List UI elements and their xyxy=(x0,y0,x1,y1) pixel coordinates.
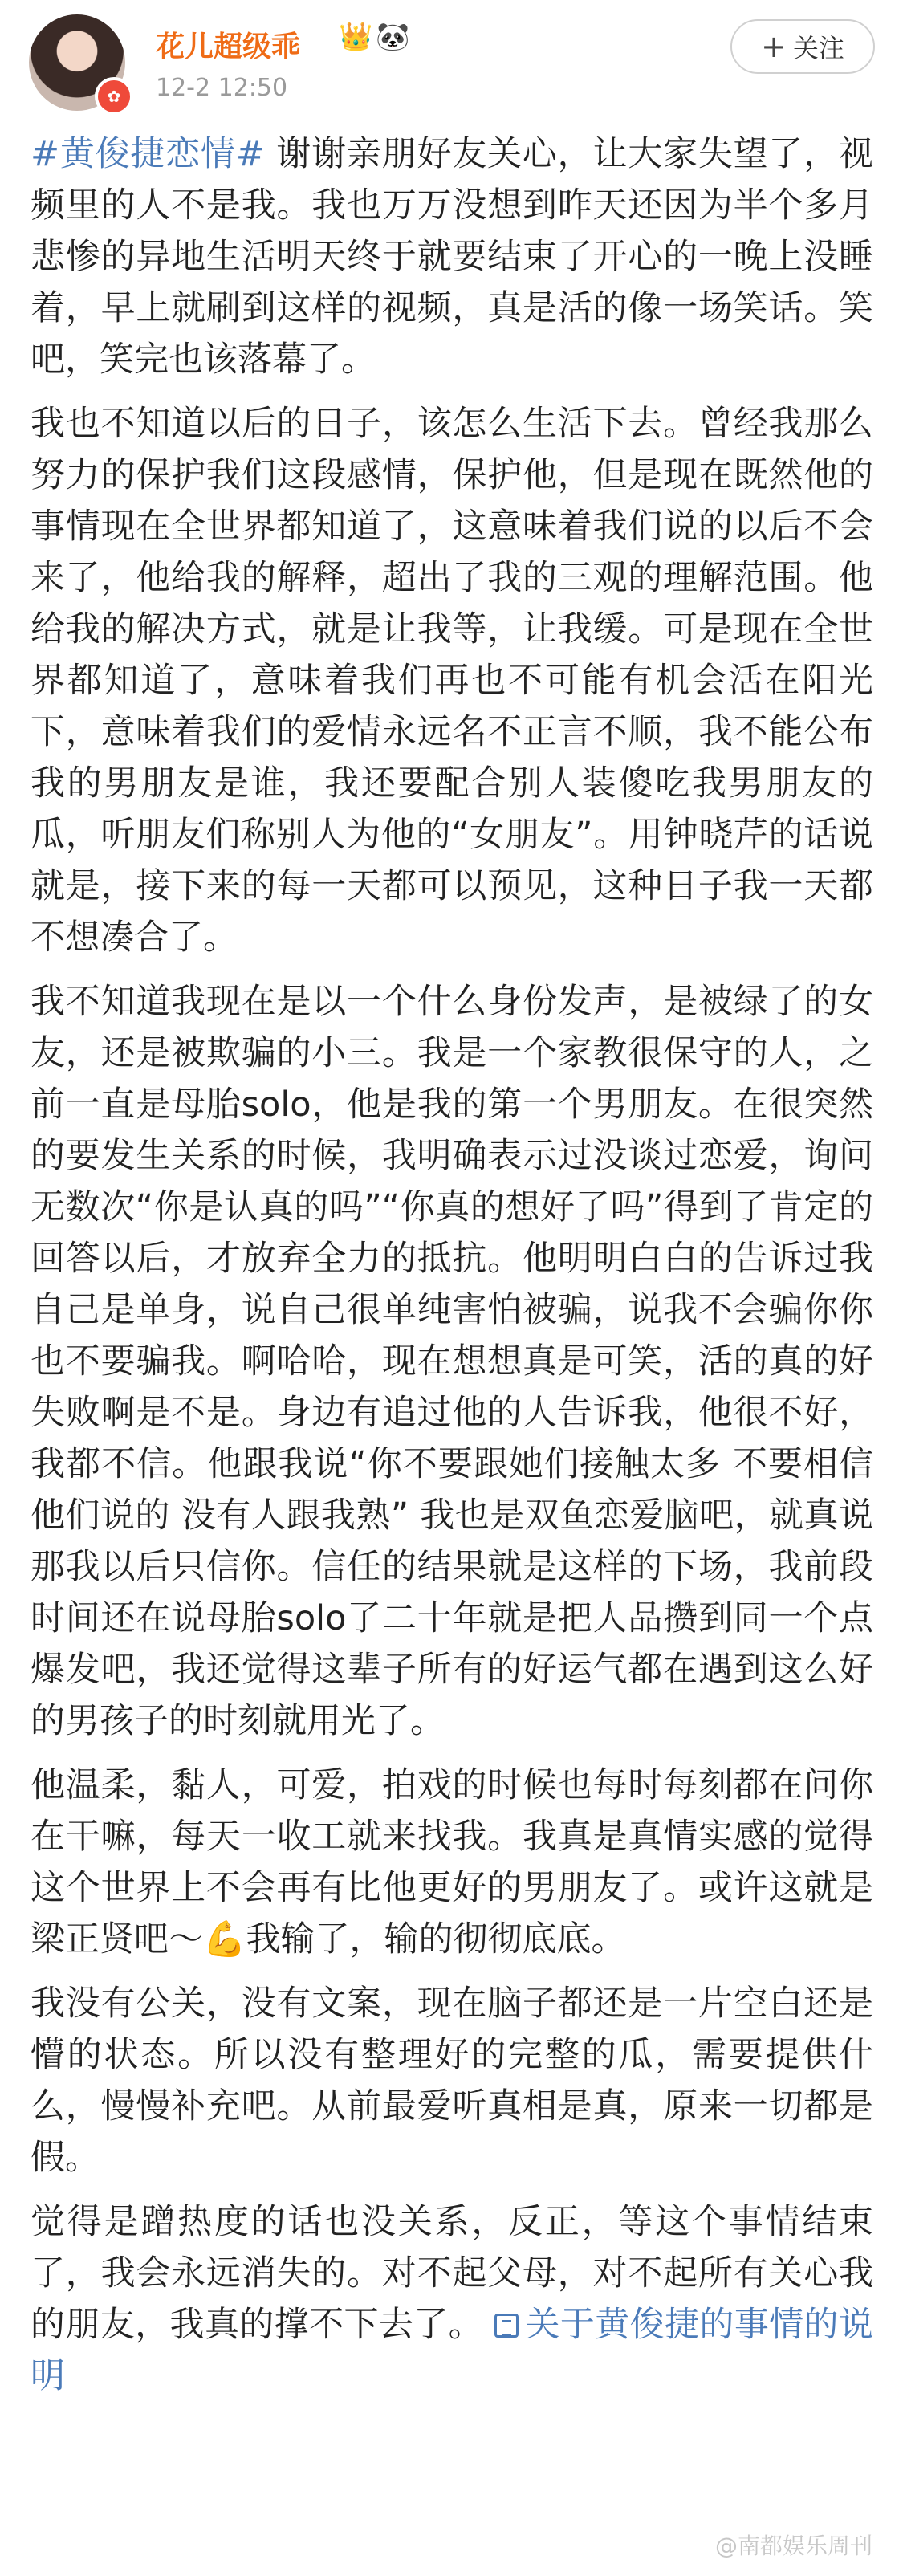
article-icon xyxy=(494,2314,519,2338)
post-paragraph-4 xyxy=(31,1760,873,1965)
panda-icon: 🐼 xyxy=(376,21,410,53)
paragraph-text: 他温柔，黏人，可爱，拍戏的时候也每时每刻都在问你在干嘛，每天一收工就来找我。我真是真情实感的觉得这个世界上不会再有比他更好的男朋友了。或许这就是梁正贤吧～ xyxy=(31,1765,873,1959)
crown-icon: 👑 xyxy=(339,21,373,53)
post-paragraph-6 xyxy=(31,2196,873,2402)
plus-icon: + xyxy=(761,29,787,64)
article-link-label: 关于黄俊捷的事情的说明 xyxy=(31,2305,874,2396)
post-body xyxy=(31,128,873,2415)
paragraph-text: 觉得是蹭热度的话也没关系，反正，等这个事情结束了，我会永远消失的。对不起父母，对不起所有关心我的朋友，我真的撑不下去了。 xyxy=(31,2202,873,2345)
username[interactable]: 花儿超级乖 xyxy=(156,31,301,63)
follow-button[interactable] xyxy=(730,19,875,74)
post-paragraph-2: 我也不知道以后的日子，该怎么生活下去。曾经我那么努力的保护我们这段感情，保护他，但是现在既然他的事情现在全世界都知道了，这意味着我们说的以后不会来了，他给我的解释，超出了我的三观的理解范围。他给我的解决方式，就是让我等，让我缓。可是现在全世界都知道了，意味着我们再也不可能有机会活在阳光下，意味着我们的爱情永远名不正言不顺，我不能公布我的男朋友是谁，我还要配合别人装傻吃我男朋友的瓜，听朋友们称别人为他的“女朋友”。用钟晓芹的话说就是，接下来的每一天都可以预见，这种日子我一天都不想凑合了。 xyxy=(31,404,873,958)
watermark: @南都娱乐周刊 xyxy=(714,2533,872,2559)
post-paragraph-1 xyxy=(31,128,873,385)
flexed-arm-icon: 💪 xyxy=(203,1919,246,1959)
username-emoji-group xyxy=(339,21,410,53)
post-paragraph-3: 我不知道我现在是以一个什么身份发声，是被绿了的女友，还是被欺骗的小三。我是一个家教很保守的人，之前一直是母胎solo，他是我的第一个男朋友。在很突然的要发生关系的时候，我明确表示过没谈过恋爱，询问无数次“你是认真的吗”“你真的想好了吗”得到了肯定的回答以后，才放弃全力的抵抗。他明明白白的告诉过我自己是单身，说自己很单纯害怕被骗，说我不会骗你你也不要骗我。啊哈哈，现在想想真是可笑，活的真的好失败啊是不是。身边有追过他的人告诉我，他很不好，我都不信。他跟我说“你不要跟她们接触太多 不要相信他们说的 没有人跟我熟” 我也是双鱼恋爱脑吧，就真说那我以后只信你。信任的结果就是这样的下场，我前段时间还在说母胎solo了二十年就是把人品攒到同一个点爆发吧，我还觉得这辈子所有的好运气都在遇到这么好的男孩子的时刻就用光了。 xyxy=(31,982,873,1741)
hashtag-link[interactable]: #黄俊捷恋情# xyxy=(31,134,265,174)
follow-button-label: 关注 xyxy=(792,33,844,63)
verified-badge-icon: ✿ xyxy=(95,77,133,116)
post-paragraph-5: 我没有公关，没有文案，现在脑子都还是一片空白还是懵的状态。所以没有整理好的完整的瓜，需要提供什么，慢慢补充吧。从前最爱听真相是真，原来一切都是假。 xyxy=(31,1984,873,2178)
post-timestamp: 12-2 12:50 xyxy=(156,74,288,102)
post-header xyxy=(0,0,903,144)
paragraph-text: 我输了，输的彻彻底底。 xyxy=(246,1919,626,1959)
paragraph-text: 谢谢亲朋好友关心，让大家失望了，视频里的人不是我。我也万万没想到昨天还因为半个多月悲惨的异地生活明天终于就要结束了开心的一晚上没睡着，早上就刷到这样的视频，真是活的像一场笑话。笑吧，笑完也该落幕了。 xyxy=(31,134,873,380)
